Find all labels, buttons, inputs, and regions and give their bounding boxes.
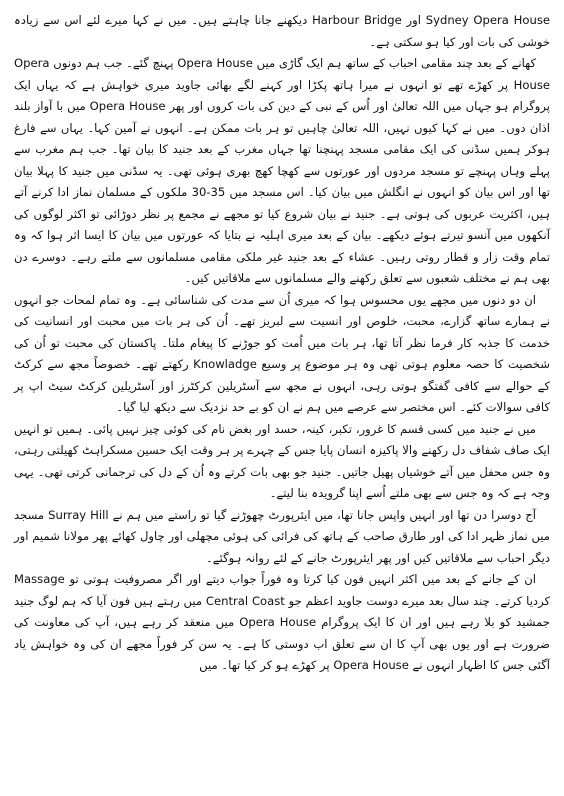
- paragraph: ان کے جانے کے بعد میں اکثر انہیں فون کیا کرتا وہ فوراً جواب دیتے اور اگر مصروفیت ہوتی تو Massage کردیا کرتے۔ چند سال بعد میرے دوست جاوید اعظم جو Central Coast میں رہتے ہیں فون آیا کہ ہم لوگ جنید جمشید کو بلا رہے ہیں اور ان کا ایک پروگرام Opera House میں منعقد کر رہے ہیں، آپ کی معاونت کی ضرورت ہے اور یوں بھی آپ کا ان سے تعلق اب دوستی کا ہے۔ یہ سن کر فوراً مجھے ان کی وہ خواہش یاد آگئی جس کا اظہار انہوں نے Opera House پر کھڑے ہو کر کیا تھا۔ میں: [14, 572, 551, 672]
- paragraph: ان دو دنوں میں مجھے یوں محسوس ہوا کہ میری اُن سے مدت کی شناسائی ہے۔ وہ تمام لمحات جو انہوں نے ہمارے ساتھ گزارے، محبت، خلوص اور انسیت سے لبریز تھے۔ اُن کی ہر بات میں محبت اور انسانیت کی خدمت کا جذبہ کار فرما نظر آتا تھا، ہر بات میں اُمت کو جوڑنے کا پیغام ملتا۔ پاکستان کی محبت تو اُن کی شخصیت کا حصہ معلوم ہوتی تھی وہ ہر موضوع پر وسیع Knowladge رکھتے تھے۔ خصوصاً مجھ سے کرکٹ کے حوالے سے کافی گفتگو ہوتی رہی، انہوں نے مجھ سے آسٹریلین کرکٹرز اور آسٹریلین کرکٹ سیٹ اپ پر کافی سوالات کئے۔ اس مختصر سے عرصے میں ہم نے ان کو بے حد نزدیک سے دیکھ لیا گیا۔: [14, 292, 550, 414]
- paragraph: آج دوسرا دن تھا اور انہیں واپس جانا تھا، میں ایئرپورٹ چھوڑنے گیا تو راستے میں ہم نے Surray Hill مسجد میں نماز ظہر ادا کی اور طارق صاحب کے ہاتھ کی فرائی کی ہوئی مچھلی اور چاول کھائے پھر مولانا شمیم اور دیگر احباب سے ملاقاتیں کیں اور پھر ایئرپورٹ جانے کے لئے روانہ ہوگئے۔: [14, 507, 550, 565]
- paragraph: کھانے کے بعد چند مقامی احباب کے ساتھ ہم ایک گاڑی میں Opera House پہنچ گئے۔ جب ہم دونوں Opera House پر کھڑے تھے تو انہوں نے میرا ہاتھ پکڑا اور کہنے لگے بھائی جاوید میری خواہش ہے کہ یہاں ایک پروگرام ہو جہاں میں اللہ تعالیٰ اور اُس کے نبی کے دین کی بات کروں اور پھر Opera House میں با آواز بلند اذان دوں۔ میں نے کہا کیوں نہیں، اللہ تعالیٰ چاہیں تو ہر بات ممکن ہے۔ انہوں نے آمین کہا۔ یہاں سے فارغ ہوکر ہمیں سڈنی کی ایک مقامی مسجد پہنچنا تھا جہاں مغرب کے بعد جنید کا بیان تھا۔ جب ہم مغرب سے پہلے وہاں پہنچے تو مسجد مردوں اور عورتوں سے کھچا کھچ بھری ہوئی تھی۔ یہ سڈنی میں جنید کا پہلا بیان تھا اور اس بیان کو انہوں نے انگلش میں بیان کیا۔ اس مسجد میں 35-30 ملکوں کے مسلمان نماز ادا کرنے آتے ہیں، اکثریت عربوں کی ہوتی ہے۔ جنید نے بیان شروع کیا تو مجھے نے مجمع پر نظر دوڑائی تو اکثر لوگوں کی آنکھوں میں آنسو تیرتے ہوئے دیکھے۔ بیان کے بعد میری اہلیہ نے بتایا کہ عورتوں میں بیان کا ایسا اثر ہوا کہ وہ تمام وقت زار و قطار روتی رہیں۔ عشاء کے بعد جنید غیر ملکی مقامی مسلمانوں سے ملتے رہے۔ دوسرے دن بھی ہم نے مختلف شعبوں سے تعلق رکھنے والے مسلمانوں سے ملاقاتیں کیں۔: [14, 56, 550, 285]
- paragraph: میں نے جنید میں کسی قسم کا غرور، تکبر، کینہ، حسد اور بغض نام کی کوئی چیز نہیں پائی۔ ہمیں تو انہیں ایک صاف شفاف دل رکھنے والا پاکیزہ انسان پایا جس کے چہرے پر ہر وقت ایک حسین مسکراہٹ کھیلتی رہتی، وہ جس محفل میں آتے خوشیاں پھیل جاتیں۔ جنید جو بھی بات کرتے وہ اُن کے دل کی ترجمانی کرتی تھی۔ یہی وجہ ہے کہ وہ جس سے بھی ملتے اُسے اپنا گرویدہ بنا لیتے۔: [14, 421, 550, 500]
- paragraph: Sydney Opera House اور Harbour Bridge دیکھنے جانا چاہتے ہیں۔ میں نے کہا میرے لئے اس سے زیادہ خوشی کی بات اور کیا ہو سکتی ہے۔: [14, 13, 551, 49]
